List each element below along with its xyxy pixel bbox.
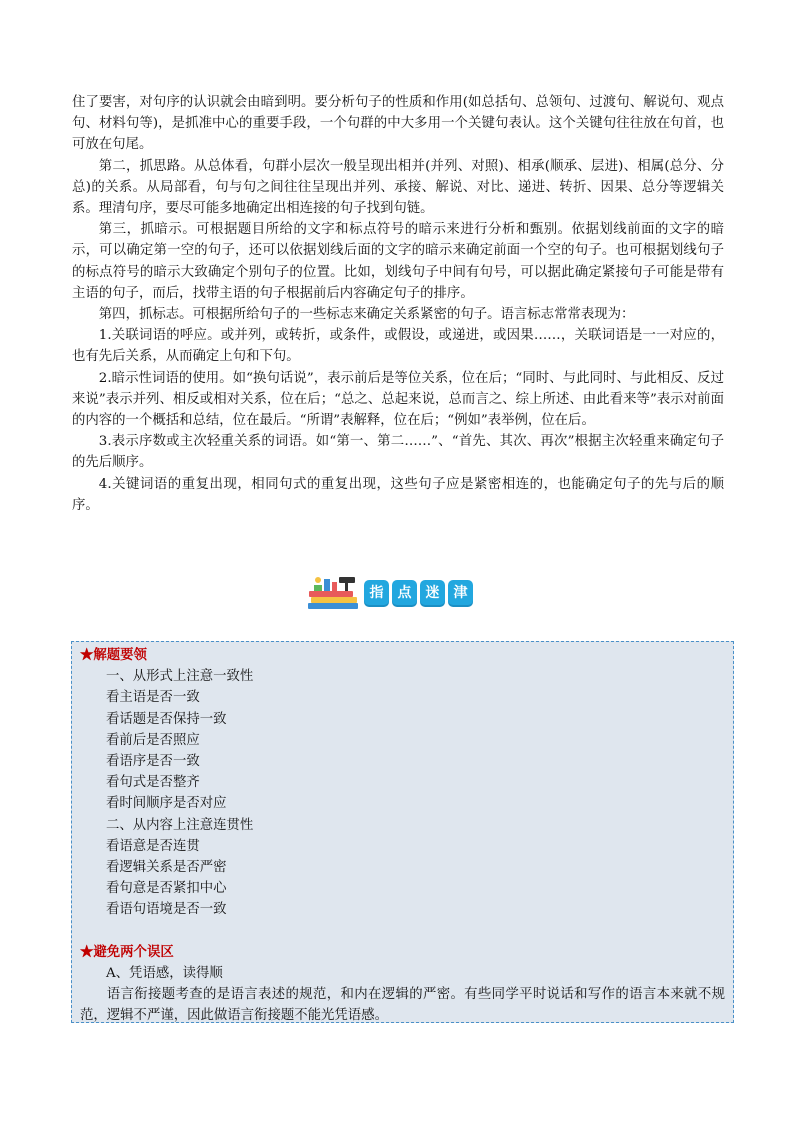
- paragraph: 4.关键词语的重复出现，相同句式的重复出现，这些句子应是紧密相连的，也能确定句子的先与后的顺序。: [72, 476, 724, 513]
- paragraph: 1.关联词语的呼应。或并列，或转折，或条件，或假设，或递进，或因果……，关联词语是一一对应的，也有先后关系，从而确定上句和下句。: [72, 328, 724, 365]
- tips-section-title: ★解题要领: [80, 647, 147, 663]
- tips-item: 看逻辑关系是否严密: [106, 860, 227, 876]
- spacer: [80, 921, 725, 942]
- banner-char: 迷: [420, 580, 445, 605]
- tips-item: 看句意是否紧扣中心: [106, 881, 227, 897]
- tips-item: 二、从内容上注意连贯性: [106, 817, 254, 833]
- tips-item: 看主语是否一致: [106, 690, 200, 706]
- tips-section-title: ★避免两个误区: [80, 943, 174, 960]
- main-text: [72, 92, 724, 516]
- tips-item: 看语序是否一致: [106, 754, 200, 770]
- tips-item: 一、从形式上注意一致性: [106, 669, 254, 685]
- banner-char: 点: [392, 580, 417, 605]
- tips-item: 看时间顺序是否对应: [106, 796, 227, 812]
- stacked-books-icon: [306, 573, 362, 611]
- section-banner: [306, 573, 482, 611]
- paragraph: 第二，抓思路。从总体看，句群小层次一般呈现出相并(并列、对照)、相承(顺承、层进)、相属(总分、分总)的关系。从局部看，句与句之间往往呈现出并列、承接、解说、对比、递进、转折、因果、总分等逻辑关系。理清句序，要尽可能多地确定出相连接的句子找到句链。: [72, 158, 724, 217]
- tips-box: [71, 641, 734, 1023]
- paragraph: 第四，抓标志。可根据所给句子的一些标志来确定关系紧密的句子。语言标志常常表现为：: [98, 307, 635, 323]
- tips-item: 看语意是否连贯: [106, 838, 200, 854]
- tips-paragraph: 语言衔接题考查的是语言表述的规范，和内在逻辑的严密。有些同学平时说话和写作的语言本来就不规范，逻辑不严谨，因此做语言衔接题不能光凭语感。: [80, 987, 725, 1024]
- paragraph: 第三，抓暗示。可根据题目所给的文字和标点符号的暗示来进行分析和甄别。依据划线前面的文字的暗示，可以确定第一空的句子，还可以依据划线后面的文字的暗示来确定前面一个空的句子。也可根据划线句子的标点符号的暗示大致确定个别句子的位置。比如，划线句子中间有句号，可以据此确定紧接句子可能是带有主语的句子，而后，找带主语的句子根据前后内容确定句子的排序。: [72, 222, 724, 301]
- banner-char: 指: [364, 580, 389, 605]
- paragraph: 2.暗示性词语的使用。如“换句话说”，表示前后是等位关系，位在后；“同时、与此同时、与此相反、反过来说”表示并列、相反或相对关系，位在后；“总之、总起来说，总而言之、综上所述、由此看来等”表示对前面的内容的一个概括和总结，位在最后。“所谓”表解释，位在后；“例如”表举例，位在后。: [72, 370, 724, 429]
- tips-item: 看句式是否整齐: [106, 775, 200, 791]
- paragraph: 3.表示序数或主次轻重关系的词语。如“第一、第二……”、“首先、其次、再次”根据主次轻重来确定句子的先后顺序。: [72, 434, 724, 471]
- tips-subheading: A、凭语感，读得顺: [106, 965, 223, 981]
- paragraph: 住了要害，对句序的认识就会由暗到明。要分析句子的性质和作用(如总括句、总领句、过渡句、解说句、观点句、材料句等)，是抓准中心的重要手段，一个句群的中大多用一个关键句表认。这个关键句往往放在句首，也可放在句尾。: [72, 95, 724, 153]
- tips-item: 看前后是否照应: [106, 732, 200, 748]
- tips-item: 看话题是否保持一致: [106, 711, 227, 727]
- tips-item: 看语句语境是否一致: [106, 902, 227, 918]
- banner-char: 津: [448, 580, 473, 605]
